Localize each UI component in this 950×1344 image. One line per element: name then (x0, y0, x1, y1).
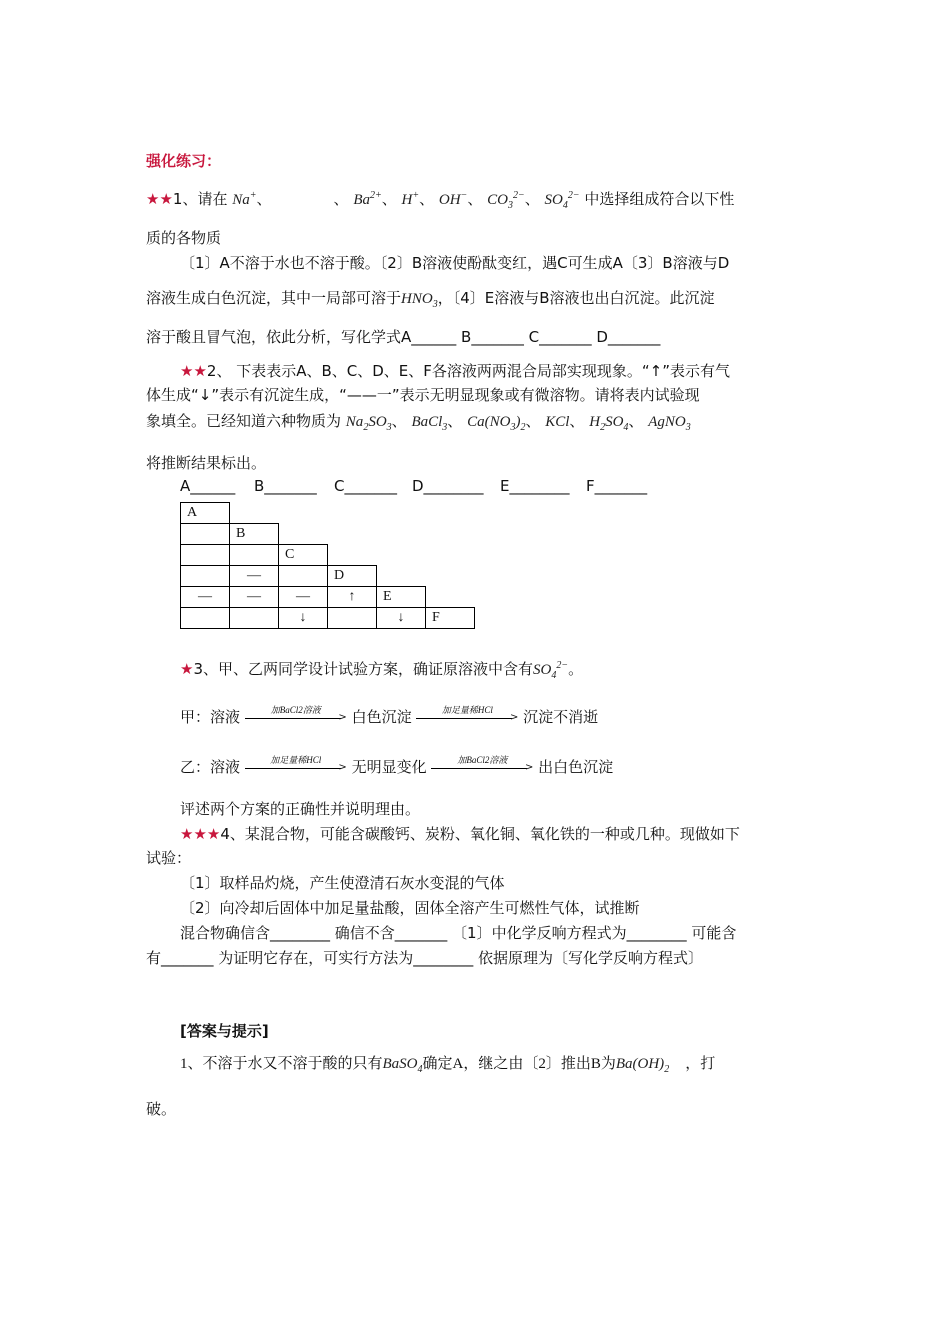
empty-cell (426, 545, 475, 566)
empty-cell (328, 503, 377, 524)
page-title: 强化练习： (146, 152, 222, 170)
table-cell (230, 608, 279, 629)
q4-line2: 试验： (146, 849, 192, 867)
table-cell: F (426, 608, 475, 629)
q3-line1: ★3、甲、乙两同学设计试验方案，确证原溶液中含有$SO_4^{2-}$。 (180, 660, 584, 681)
q4-line3: 〔1〕取样品灼烧，产生使澄清石灰水变混的气体 (180, 874, 505, 892)
table-cell: — (230, 587, 279, 608)
answer-line2: 破。 (146, 1102, 177, 1118)
answer-blanks: A______ B_______ C_______ D________ E________ F_______ (180, 477, 648, 495)
empty-cell (426, 587, 475, 608)
empty-cell (230, 503, 279, 524)
table-cell (328, 608, 377, 629)
q4-line1: ★★★4、某混合物，可能含碳酸钙、炭粉、氧化铜、氧化铁的一种或几种。现做如下 (180, 825, 740, 843)
table-cell: D (328, 566, 377, 587)
q2-line2: 体生成“↓”表示有沉淀生成，“——一”表示无明显现象或有微溶物。请将表内试验现 (146, 386, 700, 404)
q4-line6: 有_______ 为证明它存在，可实行方法为________ 依据原理为〔写化学反响方程式〕 (146, 949, 704, 967)
reaction-arrow: 加BaCl2溶液 > (245, 708, 347, 728)
q2-line1: ★★2、 下表表示A、B、C、D、E、F各溶液两两混合局部实现现象。“↑”表示有气 (180, 362, 731, 380)
q3-comment: 评述两个方案的正确性并说明理由。 (180, 800, 421, 818)
table-cell: E (377, 587, 426, 608)
table-row (181, 587, 475, 608)
table-cell (181, 545, 230, 566)
table-cell (181, 608, 230, 629)
empty-cell (377, 566, 426, 587)
table-row (181, 503, 475, 524)
q1-line2: 质的各物质 (146, 229, 222, 247)
scheme-jia: 甲：溶液 加BaCl2溶液 > 白色沉淀 加足量稀HCl > 沉淀不消逝 (180, 704, 599, 726)
table-row (181, 566, 475, 587)
table-cell (181, 566, 230, 587)
table-cell: ↓ (279, 608, 328, 629)
ion-formula: $Ba^{2+}$ (353, 190, 382, 208)
scheme-yi: 乙：溶液 加足量稀HCl > 无明显变化 加BaCl2溶液 > 出白色沉淀 (180, 754, 614, 776)
q2-line4: 将推断结果标出。 (146, 454, 267, 472)
mixing-results-table (180, 502, 475, 629)
difficulty-stars: ★★ (146, 190, 173, 208)
q1-line3: 〔1〕A不溶于水也不溶于酸。〔2〕B溶液使酚酞变红，遇C可生成A〔3〕B溶液与D (180, 254, 730, 272)
q1-line5: 溶于酸且冒气泡，依此分析，写化学式A______ B_______ C_______ D_______ (146, 328, 661, 346)
q4-line5: 混合物确信含________ 确信不含_______ 〔1〕中化学反响方程式为________ 可能含 (180, 924, 737, 942)
answer-heading: [答案与提示] (180, 1022, 269, 1040)
table-row (181, 608, 475, 629)
table-cell (230, 545, 279, 566)
table-cell: ↓ (377, 608, 426, 629)
answer-line1: 1、不溶于水又不溶于酸的只有BaSO$_4$确定A，继之由〔2〕推出B为$Ba(OH)_2$ ，打 (180, 1056, 716, 1075)
empty-cell (426, 566, 475, 587)
ion-formula: Na+ (232, 190, 257, 208)
ion-formula: $SO_4^{2-}$ (544, 190, 580, 211)
ion-formula: H+ (401, 190, 420, 208)
empty-cell (328, 545, 377, 566)
empty-cell (377, 545, 426, 566)
table-row (181, 524, 475, 545)
table-cell: ↑ (328, 587, 377, 608)
reaction-arrow: 加足量稀HCl > (416, 708, 518, 728)
empty-cell (426, 503, 475, 524)
q1-line4: 溶液生成白色沉淀，其中一局部可溶于$HNO_3$，〔4〕E溶液与B溶液也出白沉淀。此沉淀 (146, 289, 715, 310)
table-row (181, 545, 475, 566)
difficulty-stars: ★ (180, 660, 194, 678)
ion-formula: $CO_3^{2-}$ (487, 190, 525, 211)
q1-line1: ★★1、请在 Na+、 、 $Ba^{2+}$、 H+、 OH−、 $CO_3^{2-}$、 $SO_4^{2-}$ 中选择组成符合以下性 (146, 190, 735, 211)
reaction-arrow: 加足量稀HCl > (245, 758, 347, 778)
empty-cell (279, 524, 328, 545)
table-cell: — (230, 566, 279, 587)
table-cell: A (181, 503, 230, 524)
empty-cell (328, 524, 377, 545)
empty-cell (279, 503, 328, 524)
q2-line3: 象填全。已经知道六种物质为 $Na_2SO_3$、 BaCl$_3$、 $Ca(NO_3)_2$、 KCl、 $H_2SO_4$、 AgNO$_3$ (146, 412, 691, 433)
table-cell: C (279, 545, 328, 566)
table-cell: — (181, 587, 230, 608)
table-cell (181, 524, 230, 545)
empty-cell (377, 524, 426, 545)
reaction-arrow: 加BaCl2溶液 > (431, 758, 533, 778)
empty-cell (426, 524, 475, 545)
ion-formula: OH− (438, 190, 468, 208)
difficulty-stars: ★★★ (180, 825, 221, 843)
empty-cell (377, 503, 426, 524)
difficulty-stars: ★★ (180, 362, 207, 380)
table-cell: B (230, 524, 279, 545)
table-cell: — (279, 587, 328, 608)
hno3-formula: $HNO_3$ (401, 291, 438, 310)
q4-line4: 〔2〕向冷却后固体中加足量盐酸，固体全溶产生可燃性气体，试推断 (180, 899, 640, 917)
table-cell (279, 566, 328, 587)
